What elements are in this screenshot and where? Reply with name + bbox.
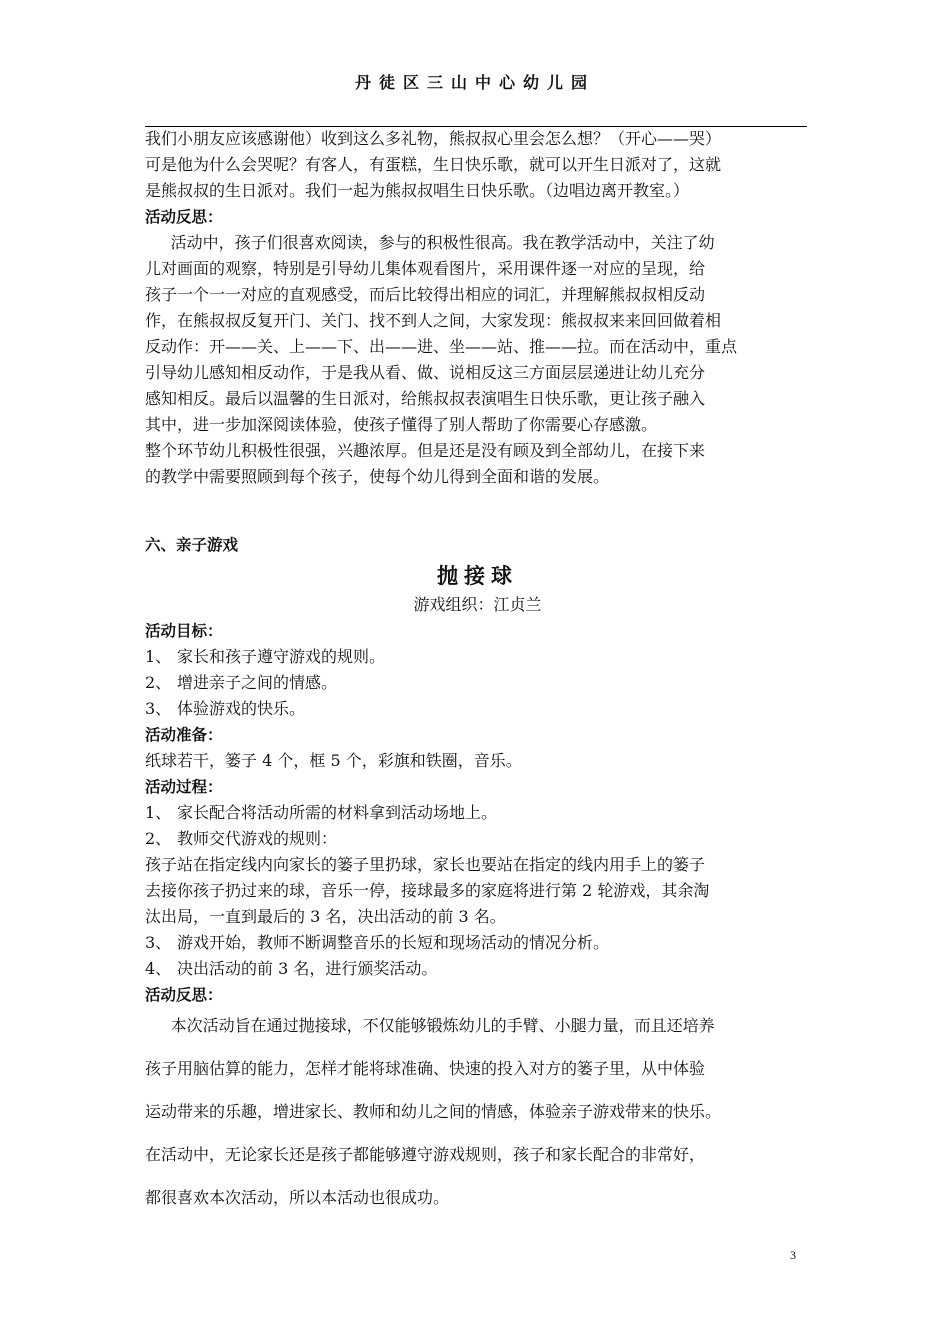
reflection-closing-line: 的教学中需要照顾到每个孩子，使每个幼儿得到全面和谐的发展。	[145, 467, 610, 486]
reflection-line: 感知相反。最后以温馨的生日派对，给熊叔叔表演唱生日快乐歌，更让孩子融入	[145, 389, 706, 408]
game-organizer: 游戏组织：江贞兰	[413, 595, 542, 614]
process-heading: 活动过程：	[145, 778, 223, 796]
section-title: 六、亲子游戏	[145, 536, 239, 554]
reflection-line: 引导幼儿感知相反动作，于是我从看、做、说相反这三方面层层递进让幼儿充分	[145, 363, 706, 382]
step-number: 1、	[145, 803, 172, 822]
reflection-line: 反动作：开——关、上——下、出——进、坐——站、推——拉。而在活动中，重点	[145, 337, 738, 356]
document-body	[145, 126, 810, 1219]
reflection-line: 活动中，孩子们很喜欢阅读，参与的积极性很高。我在教学活动中，关注了幼	[170, 233, 715, 252]
game-reflection-line: 在活动中，无论家长还是孩子都能够遵守游戏规则，孩子和家长配合的非常好，	[145, 1145, 706, 1164]
step-text: 教师交代游戏的规则：	[177, 829, 338, 848]
step-text: 决出活动的前 3 名，进行颁奖活动。	[177, 959, 438, 978]
step-number: 3、	[145, 933, 172, 952]
reflection-line: 儿对画面的观察，特别是引导幼儿集体观看图片，采用课件逐一对应的呈现，给	[145, 259, 706, 278]
process-step	[145, 956, 810, 982]
reflection-heading: 活动反思：	[145, 208, 223, 226]
goal-number: 3、	[145, 699, 172, 718]
goal-number: 2、	[145, 673, 172, 692]
goal-item	[145, 696, 810, 722]
reflection-line: 其中，进一步加深阅读体验，使孩子懂得了别人帮助了你需要心存感激。	[145, 415, 658, 434]
page-header: 丹徒区三山中心幼儿园	[354, 73, 595, 92]
goal-item	[145, 644, 810, 670]
game-title: 抛接球	[437, 564, 518, 588]
game-reflection-line: 运动带来的乐趣，增进家长、教师和幼儿之间的情感，体验亲子游戏带来的快乐。	[145, 1102, 722, 1121]
goals-heading: 活动目标：	[145, 622, 223, 640]
goal-item	[145, 670, 810, 696]
story-line: 可是他为什么会哭呢？有客人，有蛋糕，生日快乐歌，就可以开生日派对了，这就	[145, 155, 722, 174]
game-reflection-line: 孩子用脑估算的能力，怎样才能将球准确、快速的投入对方的篓子里，从中体验	[145, 1059, 706, 1078]
story-line: 是熊叔叔的生日派对。我们一起为熊叔叔唱生日快乐歌。（边唱边离开教室。）	[145, 181, 690, 200]
goal-text: 增进亲子之间的情感。	[177, 673, 338, 692]
goal-number: 1、	[145, 647, 172, 666]
process-step	[145, 800, 810, 826]
goal-text: 家长和孩子遵守游戏的规则。	[177, 647, 386, 666]
step-text: 家长配合将活动所需的材料拿到活动场地上。	[177, 803, 498, 822]
page-number: 3	[790, 1248, 796, 1262]
process-step	[145, 930, 810, 956]
goal-text: 体验游戏的快乐。	[177, 699, 306, 718]
game-reflection-heading: 活动反思：	[145, 986, 223, 1004]
reflection-line: 作，在熊叔叔反复开门、关门、找不到人之间，大家发现：熊叔叔来来回回做着相	[145, 311, 722, 330]
game-reflection-line: 都很喜欢本次活动，所以本活动也很成功。	[145, 1188, 450, 1207]
game-reflection-line: 本次活动旨在通过抛接球，不仅能够锻炼幼儿的手臂、小腿力量，而且还培养	[170, 1016, 715, 1035]
rules-line: 汰出局，一直到最后的 3 名，决出活动的前 3 名。	[145, 907, 506, 926]
reflection-closing-line: 整个环节幼儿积极性很强，兴趣浓厚。但是还是没有顾及到全部幼儿，在接下来	[145, 441, 706, 460]
step-text: 游戏开始，教师不断调整音乐的长短和现场活动的情况分析。	[177, 933, 610, 952]
prep-heading: 活动准备：	[145, 726, 223, 744]
rules-line: 孩子站在指定线内向家长的篓子里扔球，家长也要站在指定的线内用手上的篓子	[145, 855, 706, 874]
prep-text: 纸球若干，篓子 4 个，框 5 个，彩旗和铁圈，音乐。	[145, 751, 522, 770]
story-line: 我们小朋友应该感谢他）收到这么多礼物，熊叔叔心里会怎么想？（开心——哭）	[145, 129, 722, 148]
reflection-line: 孩子一个一一对应的直观感受，而后比较得出相应的词汇，并理解熊叔叔相反动	[145, 285, 706, 304]
process-step	[145, 826, 810, 852]
step-number: 4、	[145, 959, 172, 978]
step-number: 2、	[145, 829, 172, 848]
rules-line: 去接你孩子扔过来的球，音乐一停，接球最多的家庭将进行第 2 轮游戏，其余淘	[145, 881, 710, 900]
